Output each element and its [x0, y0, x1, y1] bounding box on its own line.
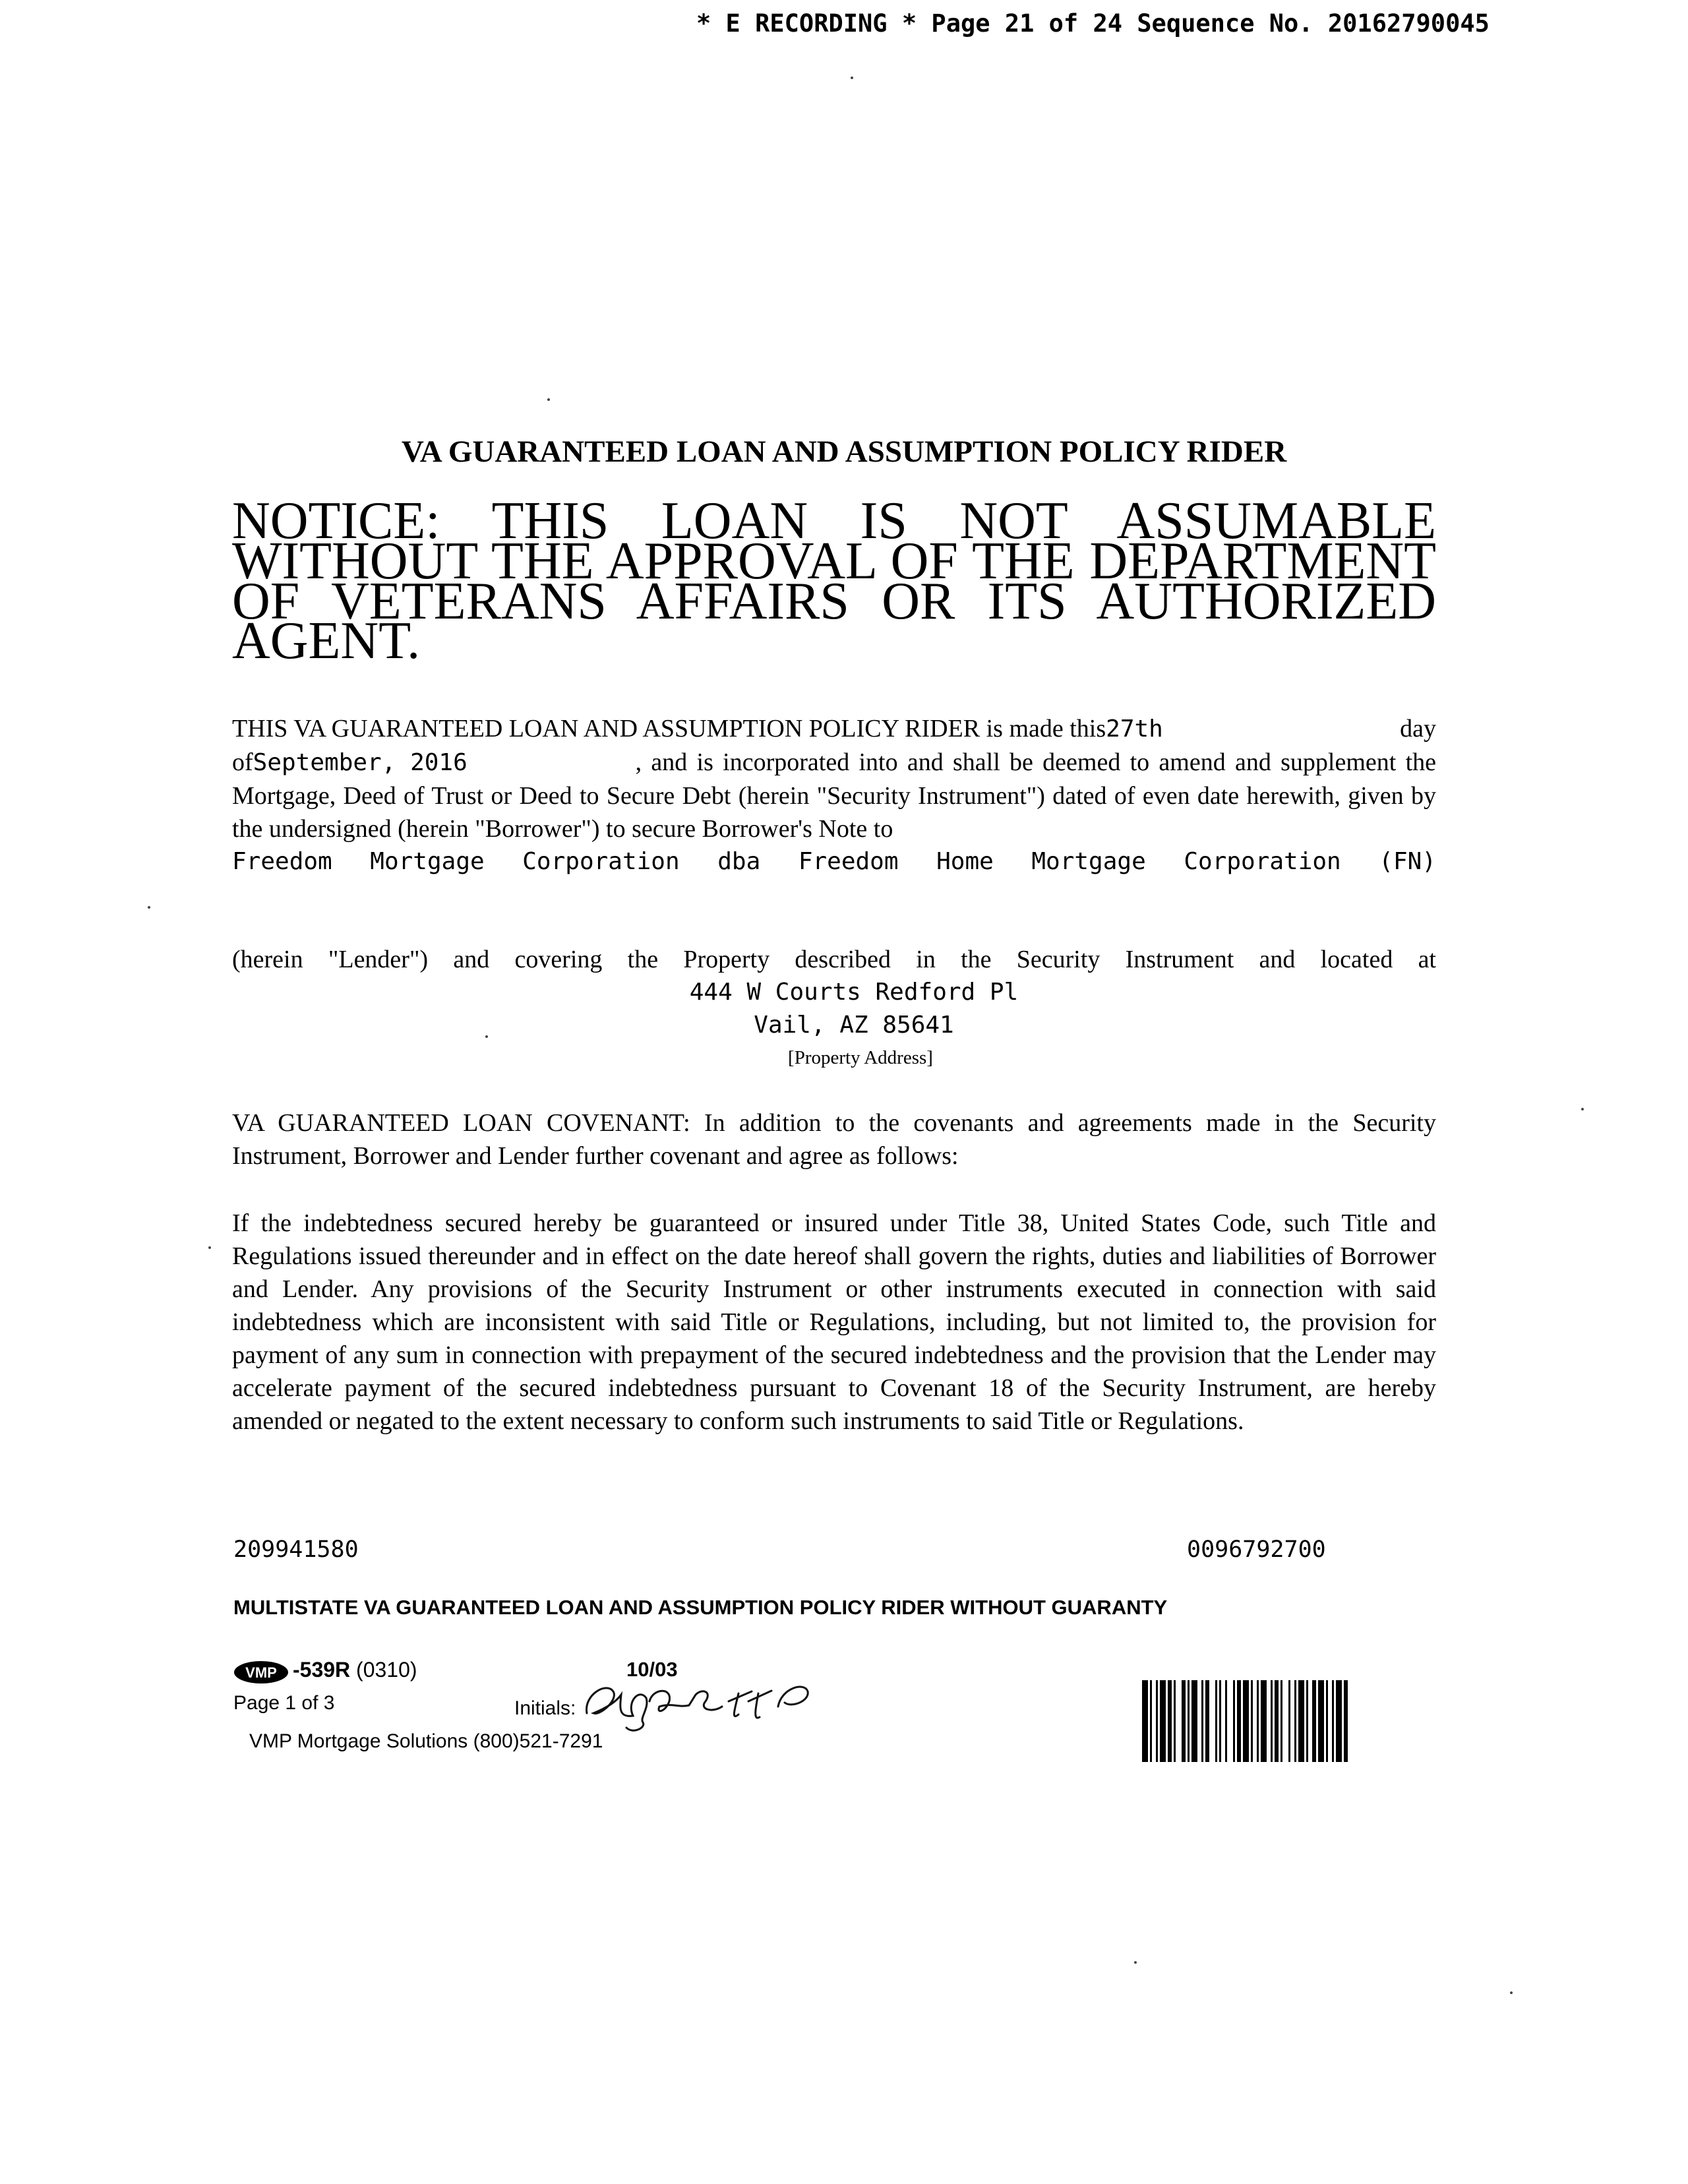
- barcode-bar: [1243, 1680, 1249, 1762]
- recording-header: * E RECORDING * Page 21 of 24 Sequence No. 20162790045: [696, 9, 1490, 38]
- intro-text-rest: , and is incorporated into and shall be deemed to amend and supplement the Mortgage, Deed of Trust or Deed to Secure Debt (herein "Security Instrument") dated of even date herewith, given by the undersigned (herein "Borrower") to secure Borrower's Note to: [232, 748, 1436, 843]
- page-number: Page 1 of 3: [233, 1692, 335, 1714]
- intro-text-start: THIS VA GUARANTEED LOAN AND ASSUMPTION POLICY RIDER is made this: [232, 715, 1106, 743]
- barcode-bar: [1188, 1680, 1190, 1762]
- scan-speck: [547, 398, 550, 401]
- barcode-bar: [1281, 1680, 1282, 1762]
- day-field: 27th: [1106, 715, 1163, 743]
- intro-first-line: [232, 712, 1436, 746]
- barcode: [1142, 1680, 1435, 1762]
- of-word: of: [232, 748, 253, 776]
- barcode-bar: [1160, 1680, 1166, 1762]
- barcode-bar: [1191, 1680, 1197, 1762]
- vmp-logo: [233, 1660, 289, 1684]
- barcode-bar: [1275, 1680, 1279, 1762]
- scan-speck: [148, 906, 150, 909]
- vendor-line: VMP Mortgage Solutions (800)521-7291: [249, 1730, 603, 1752]
- barcode-bar: [1168, 1680, 1172, 1762]
- barcode-bar: [1219, 1680, 1221, 1762]
- property-city: Vail, AZ 85641: [754, 1012, 954, 1039]
- barcode-bar: [1156, 1680, 1158, 1762]
- assumption-notice: NOTICE: THIS LOAN IS NOT ASSUMABLE WITHOUT THE APPROVAL OF THE DEPARTMENT OF VETERANS AFFAIRS OR ITS AUTHORIZED AGENT.: [232, 492, 1436, 671]
- barcode-bar: [1261, 1680, 1267, 1762]
- property-address-label: [Property Address]: [788, 1047, 933, 1068]
- barcode-bar: [1312, 1680, 1316, 1762]
- barcode-bar: [1288, 1680, 1290, 1762]
- barcode-bar: [1205, 1680, 1209, 1762]
- barcode-bar: [1318, 1680, 1324, 1762]
- initials-label: Initials:: [514, 1697, 576, 1719]
- loan-number-left: 209941580: [233, 1536, 359, 1563]
- barcode-bar: [1142, 1680, 1148, 1762]
- lender-name-field: Freedom Mortgage Corporation dba Freedom Home Mortgage Corporation (FN): [232, 848, 1436, 875]
- form-number-code: -539R: [293, 1658, 351, 1682]
- barcode-bar: [1182, 1680, 1186, 1762]
- barcode-bar: [1326, 1680, 1328, 1762]
- barcode-bar: [1271, 1680, 1273, 1762]
- initials-signature: [580, 1662, 831, 1741]
- scan-speck: [1510, 1991, 1513, 1994]
- covenant-paragraph: VA GUARANTEED LOAN COVENANT: In addition to the covenants and agreements made in the Security Instrument, Borrower and Lender further covenant and agree as follows:: [232, 1109, 1436, 1170]
- barcode-bar: [1215, 1680, 1217, 1762]
- day-word: day: [1400, 715, 1436, 743]
- form-title: MULTISTATE VA GUARANTEED LOAN AND ASSUMPTION POLICY RIDER WITHOUT GUARANTY: [233, 1596, 1168, 1619]
- regulation-paragraph: If the indebtedness secured hereby be guaranteed or insured under Title 38, United States Code, such Title and Regulations issued thereunder and in effect on the date hereof shall govern the rights, duties and liabilities of Borrower and Lender. Any provisions of the Security Instrument or other instruments executed in connection with said indebtedness which are inconsistent with said Title or Regulations, including, but not limited to, the provision for payment of any sum in connection with prepayment of the secured indebtedness and the provision that the Lender may accelerate payment of the secured indebtedness pursuant to Covenant 18 of the Security Instrument, are hereby amended or negated to the extent necessary to conform such instruments to said Title or Regulations.: [232, 1209, 1436, 1435]
- barcode-bar: [1298, 1680, 1304, 1762]
- intro-paragraph: [232, 712, 1436, 878]
- revision-date: 10/03: [626, 1658, 678, 1681]
- vmp-logo-text: VMP: [245, 1664, 277, 1681]
- loan-number-right: 0096792700: [1187, 1536, 1326, 1563]
- form-revision-code: (0310): [356, 1658, 417, 1682]
- barcode-bar: [1251, 1680, 1253, 1762]
- barcode-bar: [1201, 1680, 1203, 1762]
- form-number: [293, 1658, 417, 1682]
- barcode-bar: [1294, 1680, 1296, 1762]
- barcode-bar: [1174, 1680, 1176, 1762]
- barcode-bar: [1257, 1680, 1259, 1762]
- scan-speck: [1134, 1961, 1137, 1964]
- barcode-bar: [1336, 1680, 1342, 1762]
- barcode-bar: [1237, 1680, 1241, 1762]
- scan-speck: [851, 76, 853, 79]
- document-title: VA GUARANTEED LOAN AND ASSUMPTION POLICY RIDER: [401, 435, 1287, 469]
- barcode-bar: [1150, 1680, 1152, 1762]
- property-street: 444 W Courts Redford Pl: [689, 979, 1019, 1006]
- scan-speck: [208, 1246, 211, 1249]
- scan-speck: [1581, 1108, 1584, 1110]
- date-field: September, 2016: [253, 749, 467, 776]
- barcode-bar: [1344, 1680, 1348, 1762]
- barcode-bar: [1306, 1680, 1308, 1762]
- barcode-bar: [1233, 1680, 1235, 1762]
- scan-speck: [485, 1035, 488, 1038]
- barcode-bar: [1332, 1680, 1334, 1762]
- barcode-bar: [1225, 1680, 1227, 1762]
- lender-clause: (herein "Lender") and covering the Property described in the Security Instrument and located at: [232, 946, 1436, 973]
